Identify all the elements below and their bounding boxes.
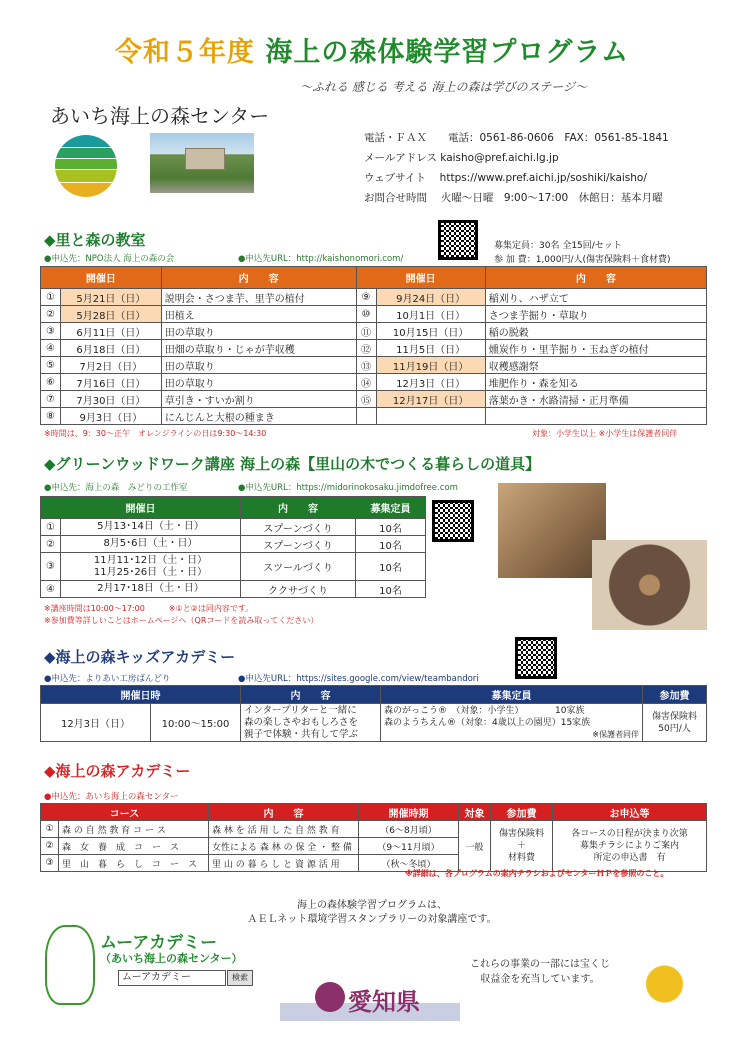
green-col-date: 開催日 bbox=[41, 497, 241, 519]
academy-apply bbox=[44, 790, 179, 802]
table-row bbox=[41, 340, 707, 357]
row-capacity: 10名 bbox=[356, 581, 426, 598]
kids-table bbox=[40, 685, 707, 742]
row-date: 9月24日（日） bbox=[376, 289, 485, 306]
row-date: 6月11日（日） bbox=[61, 323, 162, 340]
kids-fee-line1: 傷害保険料 bbox=[651, 711, 697, 722]
row-date: 5月28日（日） bbox=[61, 306, 162, 323]
page-title bbox=[0, 30, 744, 69]
apply-line: 募集チラシによりご案内 bbox=[579, 841, 679, 851]
row-content: さつま芋掘り・草取り bbox=[485, 306, 706, 323]
row-capacity: 10名 bbox=[356, 519, 426, 536]
kids-qr-code[interactable] bbox=[515, 637, 557, 679]
sato-col-content-right: 内 容 bbox=[485, 267, 706, 289]
contact-website[interactable]: ウェブサイト https://www.pref.aichi.jp/soshiki/kaisho/ bbox=[364, 172, 647, 184]
row-empty bbox=[376, 408, 485, 425]
row-empty bbox=[485, 408, 706, 425]
academy-heading: ◆海上の森アカデミー bbox=[44, 762, 191, 780]
green-note-1: ※講座時間は10:00～17:00 ※①と②は同内容です。 bbox=[44, 604, 254, 613]
title-year: 令和５年度 bbox=[114, 37, 255, 68]
row-apply bbox=[553, 821, 707, 872]
table-row bbox=[41, 323, 707, 340]
row-num: ⑪ bbox=[356, 323, 376, 340]
row-date: 10月15日（日） bbox=[376, 323, 485, 340]
kids-col-cap: 募集定員 bbox=[381, 686, 643, 704]
footer-line2: ＡＥＬネット環境学習スタンプラリーの対象講座です。 bbox=[247, 914, 497, 925]
row-fee bbox=[491, 821, 553, 872]
row-content: 堆肥作り・森を知る bbox=[485, 374, 706, 391]
center-name: あいち海上の森センター bbox=[50, 104, 270, 128]
row-content: 森 林 を 活 用 し た 自 然 教 育 bbox=[209, 821, 359, 838]
row-num: ③ bbox=[41, 855, 59, 872]
mu-academy-title: ムーアカデミー bbox=[100, 933, 218, 953]
table-row bbox=[41, 536, 426, 553]
academy-col-course: コース bbox=[41, 804, 209, 821]
row-date-line1: 2月17･18日（土・日） bbox=[97, 583, 204, 594]
academy-col-fee: 参加費 bbox=[491, 804, 553, 821]
green-qr-code[interactable] bbox=[432, 500, 474, 542]
row-period: （9～11月頃） bbox=[359, 838, 459, 855]
row-date: 10月1日（日） bbox=[376, 306, 485, 323]
footer-line1: 海上の森体験学習プログラムは、 bbox=[297, 900, 447, 911]
row-course: 森 の 自 然 教 育 コ ー ス bbox=[59, 821, 209, 838]
row-capacity: 10名 bbox=[356, 553, 426, 581]
row-period: （6～8月頃） bbox=[359, 821, 459, 838]
fee-line: 傷害保険料 bbox=[498, 829, 544, 839]
sato-col-content-left: 内 容 bbox=[161, 267, 356, 289]
table-row bbox=[41, 306, 707, 323]
row-content: 田の草取り bbox=[161, 357, 356, 374]
row-period: （秋～冬頃） bbox=[359, 855, 459, 872]
row-date: 11月5日（日） bbox=[376, 340, 485, 357]
row-content: 田の草取り bbox=[161, 374, 356, 391]
academy-table bbox=[40, 803, 707, 872]
kids-content-line1: インタープリターと一緒に bbox=[244, 704, 357, 716]
mascot-illustration bbox=[45, 925, 95, 1005]
contact-tel: 電話・ＦＡＸ 電話：0561-86-0606 FAX：0561-85-1841 bbox=[364, 132, 669, 144]
academy-col-apply: お申込等 bbox=[553, 804, 707, 821]
row-date-line1: 5月13･14日（土・日） bbox=[97, 521, 204, 532]
table-row bbox=[41, 581, 426, 598]
fee-line: ＋ bbox=[516, 841, 526, 851]
row-content: 稲の脱穀 bbox=[485, 323, 706, 340]
kids-time: 10:00～15:00 bbox=[151, 704, 241, 742]
row-content: にんじんと大根の種まき bbox=[161, 408, 356, 425]
row-date: 7月16日（日） bbox=[61, 374, 162, 391]
sato-apply: ●申込先：NPO法人 海上の森の会 bbox=[44, 254, 175, 264]
row-capacity: 10名 bbox=[356, 536, 426, 553]
kids-url[interactable]: ●申込先URL：https://sites.google.com/view/teambandori bbox=[238, 674, 479, 684]
kids-content-line2: 森の楽しさやおもしろさを bbox=[244, 716, 359, 728]
kids-col-content: 内 容 bbox=[241, 686, 381, 704]
row-content: スプーンづくり bbox=[240, 519, 355, 536]
subtitle: ～ふれる 感じる 考える 海上の森は学びのステージ～ bbox=[300, 80, 587, 94]
contact-hours: お問合せ時間 火曜～日曜 9:00～17:00 休館日：基本月曜 bbox=[364, 192, 663, 204]
kids-content bbox=[241, 704, 381, 742]
sato-url[interactable]: ●申込先URL：http://kaishonomori.com/ bbox=[238, 254, 404, 264]
kids-content-line3: 親子で体験・共有して学ぶ bbox=[244, 728, 359, 740]
table-row bbox=[41, 519, 426, 536]
academy-apply-text: ●申込先：あいち海上の森センター bbox=[44, 792, 179, 802]
row-num: ③ bbox=[41, 323, 61, 340]
kids-heading: ◆海上の森キッズアカデミー bbox=[44, 648, 236, 666]
row-num: ② bbox=[41, 838, 59, 855]
academy-col-target: 対象 bbox=[459, 804, 491, 821]
kids-fee bbox=[643, 704, 707, 742]
row-num: ⑤ bbox=[41, 357, 61, 374]
row-num: ⑬ bbox=[356, 357, 376, 374]
green-url[interactable]: ●申込先URL：https://midorinokosaku.jimdofree.com bbox=[238, 483, 458, 493]
center-logo bbox=[55, 135, 117, 197]
sato-col-date-left: 開催日 bbox=[41, 267, 162, 289]
row-content: スプーンづくり bbox=[240, 536, 355, 553]
table-row bbox=[41, 408, 707, 425]
row-content: 収穫感謝祭 bbox=[485, 357, 706, 374]
row-content: ククサづくり bbox=[240, 581, 355, 598]
row-num: ⑦ bbox=[41, 391, 61, 408]
row-content: 田植え bbox=[161, 306, 356, 323]
pref-name: 愛知県 bbox=[348, 988, 420, 1016]
table-row bbox=[41, 374, 707, 391]
row-empty bbox=[356, 408, 376, 425]
green-col-cap: 募集定員 bbox=[356, 497, 426, 519]
row-date bbox=[61, 581, 241, 598]
kids-cap-line2: 森のようちえん®（対象：4歳以上の園児）15家族 bbox=[384, 717, 591, 728]
green-apply: ●申込先：海上の森 みどりの工作室 bbox=[44, 483, 188, 493]
row-date bbox=[61, 553, 241, 581]
row-date: 5月21日（日） bbox=[61, 289, 162, 306]
table-row bbox=[41, 289, 707, 306]
sato-heading: ◆里と森の教室 bbox=[44, 231, 146, 249]
row-content: 里 山 の 暮 ら し と 資 源 活 用 bbox=[209, 855, 359, 872]
kids-capacity bbox=[381, 704, 643, 742]
green-table bbox=[40, 496, 426, 598]
row-date bbox=[61, 536, 241, 553]
row-date: 12月3日（日） bbox=[376, 374, 485, 391]
lottery-line2: 収益金を充当しています。 bbox=[480, 974, 600, 985]
row-content: 女性による 森 林 の 保 全 ・ 整 備 bbox=[209, 838, 359, 855]
row-num: ① bbox=[41, 289, 61, 306]
kids-cap-line1: 森のがっこう® （対象：小学生） 10家族 bbox=[384, 705, 585, 716]
kids-fee-line2: 50円/人 bbox=[658, 723, 691, 734]
sato-note-target: 対象：小学生以上 ※小学生は保護者同伴 bbox=[532, 429, 678, 438]
pref-logo-icon bbox=[315, 982, 345, 1012]
row-date-line1: 8月5･6日（土・日） bbox=[103, 538, 198, 549]
search-input[interactable]: ムーアカデミー bbox=[118, 970, 226, 986]
kids-date: 12月3日（日） bbox=[41, 704, 151, 742]
row-num: ⑫ bbox=[356, 340, 376, 357]
row-num: ⑨ bbox=[356, 289, 376, 306]
academy-col-period: 開催時期 bbox=[359, 804, 459, 821]
green-heading: ◆グリーンウッドワーク講座 海上の森【里山の木でつくる暮らしの道具】 bbox=[44, 455, 541, 473]
sato-note-time: ※時間は、9：30～正午 オレンジラインの日は9:30～14:30 bbox=[44, 429, 267, 438]
row-date bbox=[61, 519, 241, 536]
row-date-line1: 11月11･12日（土・日） bbox=[93, 554, 208, 566]
academy-col-content: 内 容 bbox=[209, 804, 359, 821]
lottery-note bbox=[470, 955, 610, 985]
row-num: ③ bbox=[41, 553, 61, 581]
row-date: 7月30日（日） bbox=[61, 391, 162, 408]
sato-table bbox=[40, 266, 707, 425]
takarakuji-mascot-icon bbox=[622, 940, 707, 1020]
row-date: 12月17日（日） bbox=[376, 391, 485, 408]
kids-cap-line3: ※保護者同伴 bbox=[592, 729, 639, 739]
table-row bbox=[41, 357, 707, 374]
kids-apply: ●申込先：よりあい工房ばんどり bbox=[44, 674, 171, 684]
woodwork-photo-2 bbox=[592, 540, 707, 630]
row-content: スツールづくり bbox=[240, 553, 355, 581]
building-image bbox=[185, 148, 225, 170]
contact-email[interactable]: メールアドレス kaisho@pref.aichi.lg.jp bbox=[364, 152, 559, 164]
woodwork-photo-1 bbox=[498, 483, 606, 578]
academy-note: ※詳細は、各プログラムの案内チラシおよびセンターＨＰを参照のこと。 bbox=[405, 869, 669, 878]
row-date: 7月2日（日） bbox=[61, 357, 162, 374]
mu-academy-sub: （あいち海上の森センター） bbox=[100, 952, 243, 965]
green-col-content: 内 容 bbox=[240, 497, 355, 519]
row-num: ② bbox=[41, 306, 61, 323]
row-content: 落葉かき・水路清掃・正月準備 bbox=[485, 391, 706, 408]
row-num: ④ bbox=[41, 340, 61, 357]
row-content: 草引き・すいか割り bbox=[161, 391, 356, 408]
row-num: ② bbox=[41, 536, 61, 553]
row-content: 稲刈り、ハザ立て bbox=[485, 289, 706, 306]
kids-col-fee: 参加費 bbox=[643, 686, 707, 704]
apply-line: 所定の申込書 有 bbox=[593, 853, 666, 863]
row-course: 里 山 暮 ら し コ ー ス bbox=[59, 855, 209, 872]
row-num: ④ bbox=[41, 581, 61, 598]
row-num: ① bbox=[41, 821, 59, 838]
table-row bbox=[41, 391, 707, 408]
lottery-line1: これらの事業の一部には宝くじ bbox=[470, 959, 610, 970]
fee-line: 材料費 bbox=[507, 853, 535, 863]
row-target: 一般 bbox=[459, 821, 491, 872]
row-num: ⑧ bbox=[41, 408, 61, 425]
kids-col-date: 開催日時 bbox=[41, 686, 241, 704]
green-note-2: ※参加費等詳しいことはホームページへ（QRコードを読み取ってください） bbox=[44, 616, 319, 625]
title-main: 海上の森体験学習プログラム bbox=[265, 37, 630, 68]
row-num: ⑭ bbox=[356, 374, 376, 391]
search-button[interactable]: 検索 bbox=[227, 970, 253, 986]
row-date: 6月18日（日） bbox=[61, 340, 162, 357]
sato-fee: 参 加 費：1,000円/人(傷害保険料＋食材費) bbox=[494, 255, 671, 265]
row-date-line2: 11月25･26日（土・日） bbox=[93, 566, 208, 578]
row-content: 田畑の草取り・じゃが芋収穫 bbox=[161, 340, 356, 357]
row-content: 燻炭作り・里芋掘り・玉ねぎの植付 bbox=[485, 340, 706, 357]
table-row bbox=[41, 553, 426, 581]
row-content: 田の草取り bbox=[161, 323, 356, 340]
row-date: 11月19日（日） bbox=[376, 357, 485, 374]
apply-line: 各コースの日程が決まり次第 bbox=[571, 829, 688, 839]
row-content: 説明会・さつま芋、里芋の植付 bbox=[161, 289, 356, 306]
row-num: ⑩ bbox=[356, 306, 376, 323]
row-num: ① bbox=[41, 519, 61, 536]
row-num: ⑮ bbox=[356, 391, 376, 408]
row-course: 森 女 養 成 コ ー ス bbox=[59, 838, 209, 855]
sato-col-date-right: 開催日 bbox=[356, 267, 485, 289]
sato-qr-code[interactable] bbox=[438, 220, 478, 260]
row-num: ⑥ bbox=[41, 374, 61, 391]
table-row bbox=[41, 821, 707, 838]
sato-capacity: 募集定員：30名 全15回/セット bbox=[494, 241, 622, 251]
row-date: 9月3日（日） bbox=[61, 408, 162, 425]
